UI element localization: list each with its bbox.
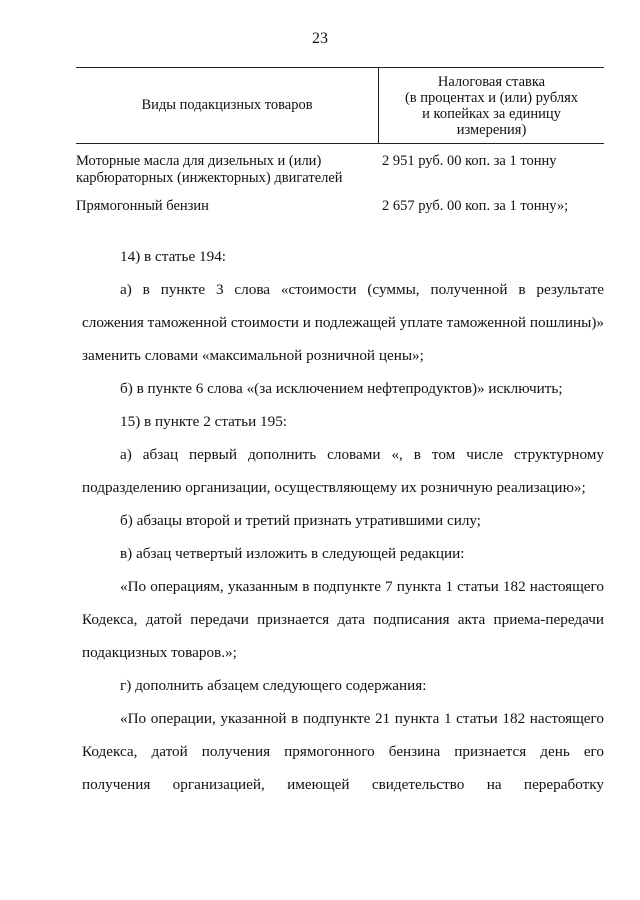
table-row bbox=[76, 153, 604, 187]
page-number: 23 bbox=[312, 30, 328, 47]
row-tax-rate: 2 951 руб. 00 коп. за 1 тонну bbox=[382, 153, 557, 169]
paragraph-article-194: 14) в статье 194: bbox=[120, 248, 227, 265]
header-tax-rate: Налоговая ставка (в процентах и (или) рублях и копейках за единицу измерения) bbox=[404, 73, 579, 138]
paragraph-quote-straight-run-gasoline: «По операции, указанной в подпункте 21 пункта 1 статьи 182 настоящего Кодекса, датой получения прямогонного бензина признается день его получения организацией, имеющей свидетельство на переработку bbox=[82, 710, 604, 793]
table-header bbox=[76, 67, 604, 144]
header-goods-type: Виды подакцизных товаров bbox=[76, 68, 379, 143]
paragraph-item-g-add: г) дополнить абзацем следующего содержания: bbox=[120, 677, 427, 694]
paragraph-quote-operations: «По операциям, указанным в подпункте 7 пункта 1 статьи 182 настоящего Кодекса, датой передачи признается дата подписания акта приема-передачи подакцизных товаров.»; bbox=[82, 578, 604, 661]
excise-tax-table bbox=[76, 67, 604, 215]
row-tax-rate: 2 657 руб. 00 коп. за 1 тонну»; bbox=[382, 198, 569, 214]
paragraph-item-v-fourth: в) абзац четвертый изложить в следующей редакции: bbox=[120, 545, 465, 562]
table-row bbox=[76, 198, 604, 215]
row-goods-name: Моторные масла для дизельных и (или) карбюраторных (инжекторных) двигателей bbox=[76, 153, 343, 186]
paragraph-item-b-second-third: б) абзацы второй и третий признать утратившими силу; bbox=[120, 512, 482, 529]
paragraph-article-195: 15) в пункте 2 статьи 195: bbox=[120, 413, 288, 430]
paragraph-item-a-first-abzac: а) абзац первый дополнить словами «, в том числе структурному подразделению организации, осуществляющему их розничную реализацию»; bbox=[82, 446, 604, 496]
paragraph-item-b-clause-6: б) в пункте 6 слова «(за исключением нефтепродуктов)» исключить; bbox=[120, 380, 563, 397]
document-body bbox=[82, 240, 604, 801]
row-goods-name: Прямогонный бензин bbox=[76, 198, 209, 214]
paragraph-item-a-clause-3: а) в пункте 3 слова «стоимости (суммы, полученной в результате сложения таможенной стоимости и подлежащей уплате таможенной пошлины)» заменить словами «максимальной розничной цены»; bbox=[82, 281, 604, 364]
